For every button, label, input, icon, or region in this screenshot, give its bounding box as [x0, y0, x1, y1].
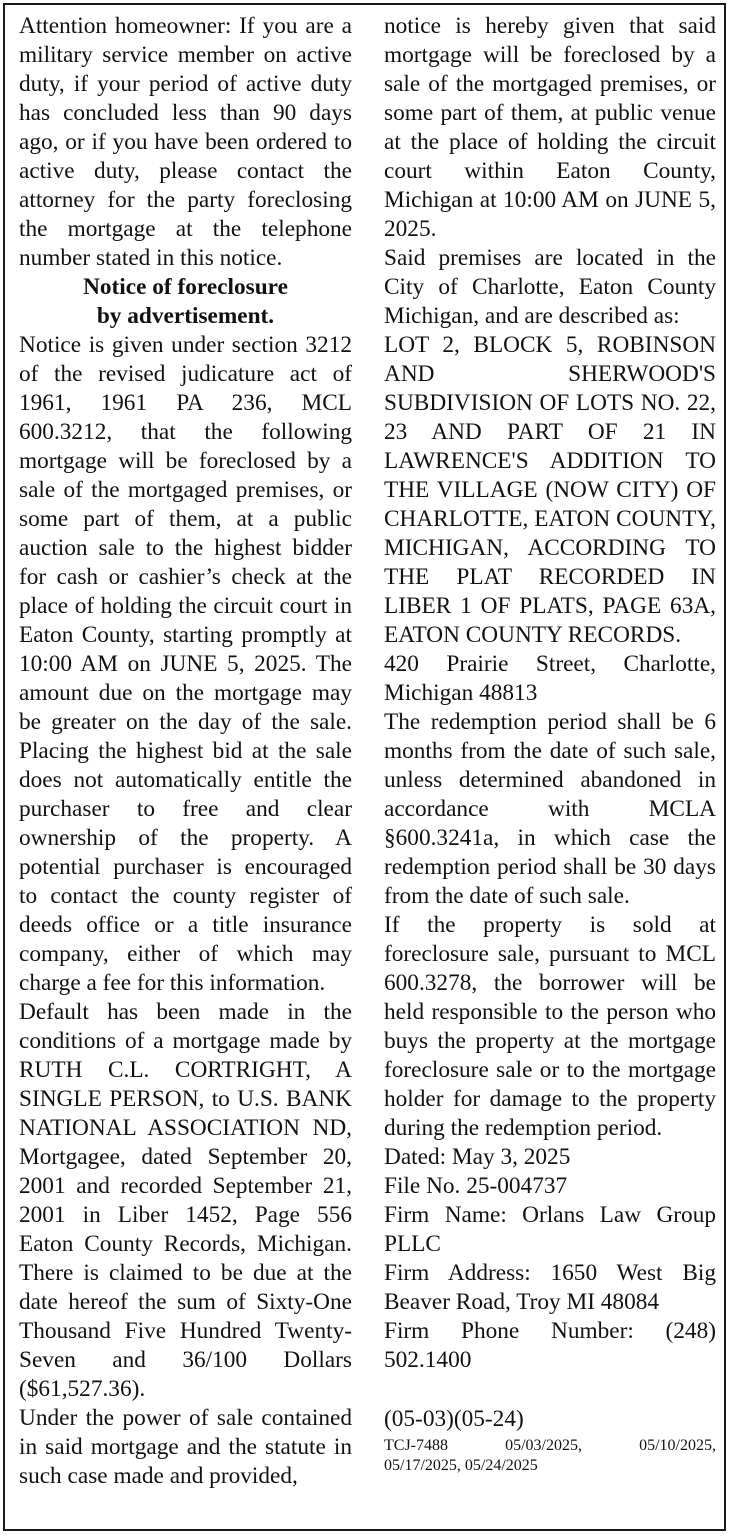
firm-phone: Firm Phone Number: (248) 502.1400: [384, 1318, 716, 1373]
military-attention-paragraph: Attention homeowner: If you are a military service member on active duty, if your period of active duty has concluded less than 90 days ago, or if you have been ordered to active duty, please contact the attorney for the party foreclosing the mortgage at the telephone number stated in this notice.: [19, 13, 352, 271]
footer-line-2: 05/17/2025, 05/24/2025: [384, 1457, 538, 1474]
legal-notice: [3, 3, 726, 1531]
premises-intro: Said premises are located in the City of Charlotte, Eaton County Michigan, and are described as:: [384, 245, 716, 329]
heading-line-2: by advertisement.: [96, 303, 275, 329]
publication-code: TCJ-7488: [384, 1437, 448, 1454]
firm-name: Firm Name: Orlans Law Group PLLC: [384, 1202, 716, 1257]
publication-date-1: 05/03/2025,: [505, 1437, 582, 1454]
power-of-sale-paragraph: Under the power of sale contained in said mortgage and the statute in such case made and provided,: [19, 1405, 352, 1489]
left-column: [19, 12, 352, 1491]
publication-date-2: 05/10/2025,: [639, 1437, 716, 1454]
spacer: [384, 1375, 716, 1405]
footer-line-1: [384, 1436, 716, 1456]
run-dates: (05-03)(05-24): [384, 1406, 524, 1432]
heading-line-1: Notice of foreclosure: [83, 274, 288, 300]
publication-footer: [384, 1436, 716, 1476]
property-address: 420 Prairie Street, Charlotte, Michigan 48813: [384, 651, 716, 706]
right-column: [384, 12, 716, 1476]
continuation-paragraph: notice is hereby given that said mortgage will be foreclosed by a sale of the mortgaged premises, or some part of them, at public venue at the place of holding the circuit court within Eaton County, Michigan at 10:00 AM on JUNE 5, 2025.: [384, 13, 716, 242]
file-number: File No. 25-004737: [384, 1173, 568, 1199]
firm-address: Firm Address: 1650 West Big Beaver Road, Troy MI 48084: [384, 1260, 716, 1315]
dated-line: Dated: May 3, 2025: [384, 1144, 571, 1170]
responsibility-paragraph: If the property is sold at foreclosure sale, pursuant to MCL 600.3278, the borrower will be held responsible to the person who buys the property at the mortgage foreclosure sale or to the mortgage holder for damage to the property during the redemption period.: [384, 912, 716, 1141]
notice-paragraph: Notice is given under section 3212 of the revised judicature act of 1961, 1961 PA 236, MCL 600.3212, that the following mortgage will be foreclosed by a sale of the mortgaged premises, or some part of them, at a public auction sale to the highest bidder for cash or cashier’s check at the place of holding the circuit court in Eaton County, starting promptly at 10:00 AM on JUNE 5, 2025. The amount due on the mortgage may be greater on the day of the sale. Placing the highest bid at the sale does not automatically entitle the purchaser to free and clear ownership of the property. A potential purchaser is encouraged to contact the county register of deeds office or a title insurance company, either of which may charge a fee for this information.: [19, 332, 352, 996]
notice-heading: [19, 273, 352, 331]
default-paragraph: Default has been made in the conditions of a mortgage made by RUTH C.L. CORTRIGHT, A SINGLE PERSON, to U.S. BANK NATIONAL ASSOCIATION ND, Mortgagee, dated September 20, 2001 and recorded September 21, 2001 in Liber 1452, Page 556 Eaton County Records, Michigan. There is claimed to be due at the date hereof the sum of Sixty-One Thousand Five Hundred Twenty-Seven and 36/100 Dollars ($61,527.36).: [19, 999, 352, 1402]
legal-description: LOT 2, BLOCK 5, ROBINSON AND SHERWOOD'S SUBDIVISION OF LOTS NO. 22, 23 AND PART OF 21 IN LAWRENCE'S ADDITION TO THE VILLAGE (NOW CITY) OF CHARLOTTE, EATON COUNTY, MICHIGAN, ACCORDING TO THE PLAT RECORDED IN LIBER 1 OF PLATS, PAGE 63A, EATON COUNTY RECORDS.: [384, 332, 716, 648]
redemption-paragraph: The redemption period shall be 6 months from the date of such sale, unless determined abandoned in accordance with MCLA §600.3241a, in which case the redemption period shall be 30 days from the date of such sale.: [384, 709, 716, 909]
